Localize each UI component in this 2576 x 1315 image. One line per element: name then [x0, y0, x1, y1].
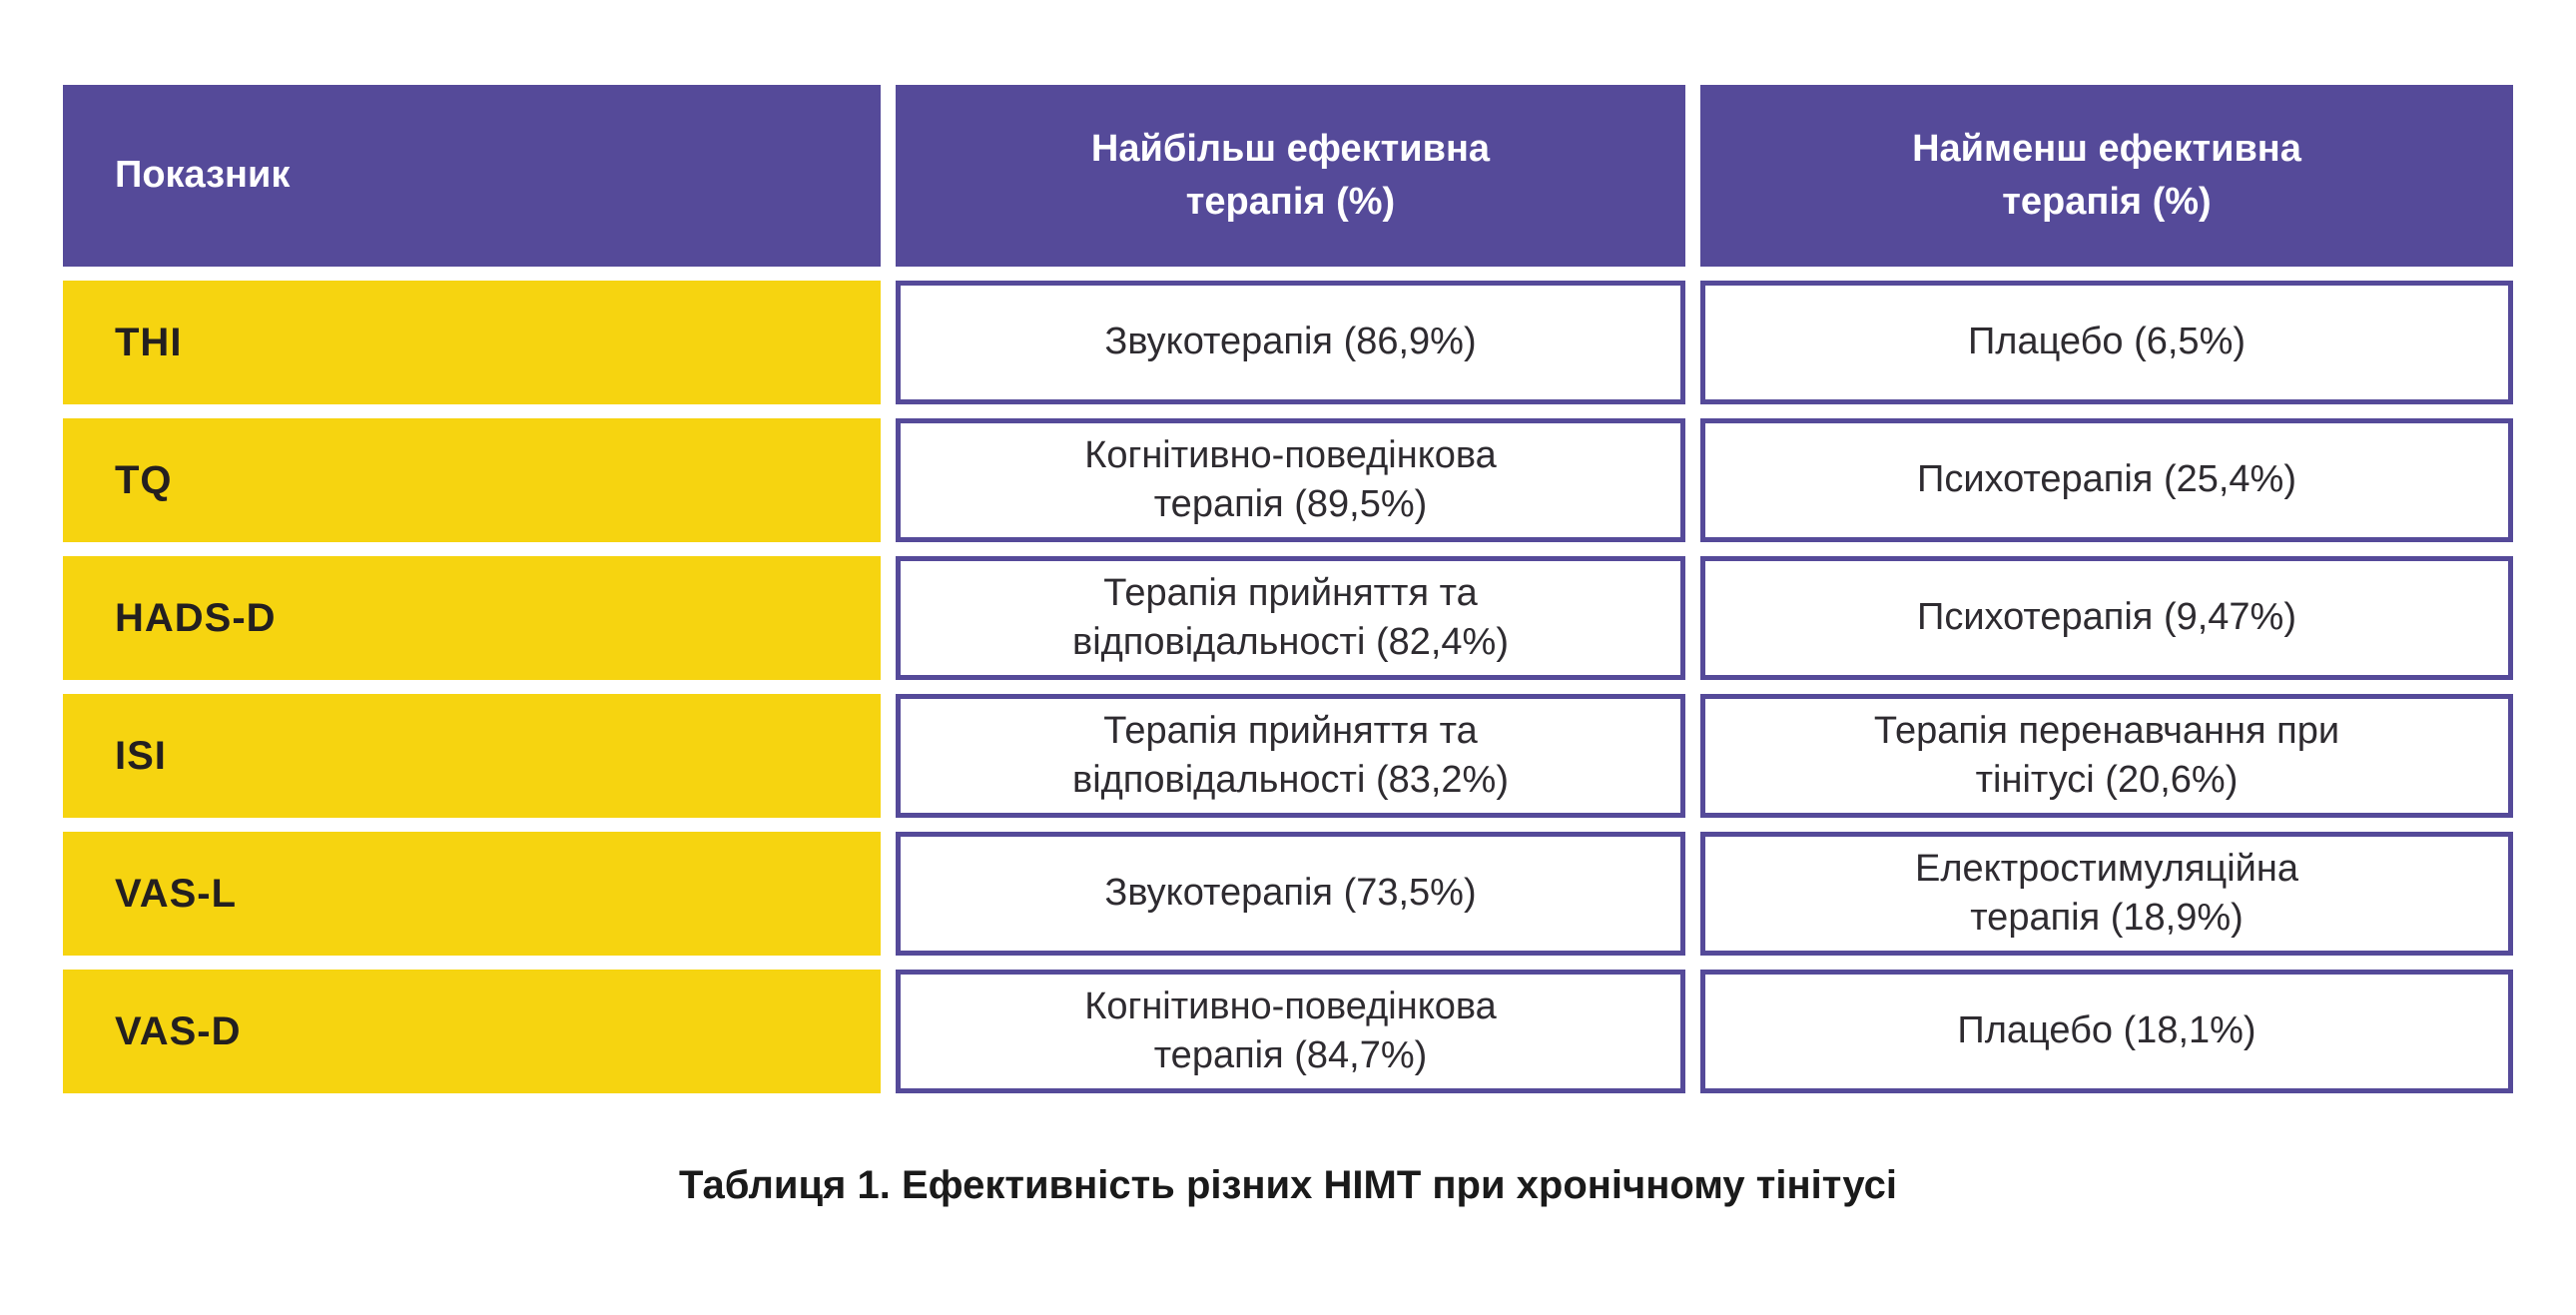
row-thi-worst-cell — [1700, 281, 2513, 404]
indicator-label: THI — [115, 320, 183, 364]
best-therapy-value: Когнітивно-поведінкова терапія (89,5%) — [1084, 433, 1497, 525]
row-vas-l-best-cell — [896, 832, 1685, 956]
row-hads-d-worst-cell — [1700, 556, 2513, 680]
row-tq-worst-cell — [1700, 418, 2513, 542]
best-therapy-value: Когнітивно-поведінкова терапія (84,7%) — [1084, 985, 1497, 1076]
row-indicator-isi — [63, 694, 881, 818]
header-most-effective — [896, 85, 1685, 267]
indicator-label: VAS-D — [115, 1008, 242, 1053]
row-isi-worst-cell — [1700, 694, 2513, 818]
row-indicator-tq — [63, 418, 881, 542]
row-vas-d-best-cell — [896, 970, 1685, 1093]
header-least-effective-label: Найменш ефективна терапія (%) — [1912, 127, 2301, 223]
row-isi-best-cell — [896, 694, 1685, 818]
row-indicator-vas-l — [63, 832, 881, 956]
row-indicator-vas-d — [63, 970, 881, 1093]
row-indicator-hads-d — [63, 556, 881, 680]
therapy-effectiveness-table — [63, 85, 2513, 1093]
indicator-label: VAS-L — [115, 871, 238, 916]
worst-therapy-value: Плацебо (6,5%) — [1967, 321, 2247, 363]
indicator-label: ISI — [115, 733, 167, 778]
best-therapy-value: Терапія прийняття та відповідальності (82,4%) — [1072, 571, 1509, 663]
row-thi-best-cell — [896, 281, 1685, 404]
worst-therapy-value: Терапія перенавчання при тінітусі (20,6%) — [1873, 709, 2340, 801]
header-least-effective — [1700, 85, 2513, 267]
best-therapy-value: Звукотерапія (86,9%) — [1104, 321, 1477, 363]
worst-therapy-value: Психотерапія (9,47%) — [1917, 596, 2296, 639]
worst-therapy-value: Електростимуляційна терапія (18,9%) — [1914, 847, 2299, 939]
row-tq-best-cell — [896, 418, 1685, 542]
header-indicator-label: Показник — [115, 154, 291, 197]
row-hads-d-best-cell — [896, 556, 1685, 680]
indicator-label: HADS-D — [115, 595, 277, 640]
header-most-effective-label: Найбільш ефективна терапія (%) — [1090, 127, 1491, 223]
best-therapy-value: Терапія прийняття та відповідальності (83,2%) — [1072, 709, 1509, 801]
worst-therapy-value: Плацебо (18,1%) — [1957, 1009, 2256, 1052]
indicator-label: TQ — [115, 457, 173, 502]
row-vas-l-worst-cell — [1700, 832, 2513, 956]
header-indicator — [63, 85, 881, 267]
best-therapy-value: Звукотерапія (73,5%) — [1104, 872, 1477, 915]
worst-therapy-value: Психотерапія (25,4%) — [1917, 458, 2296, 501]
table-caption: Таблиця 1. Ефективність різних НІМТ при хронічному тінітусі — [679, 1163, 1897, 1207]
row-vas-d-worst-cell — [1700, 970, 2513, 1093]
row-indicator-thi — [63, 281, 881, 404]
